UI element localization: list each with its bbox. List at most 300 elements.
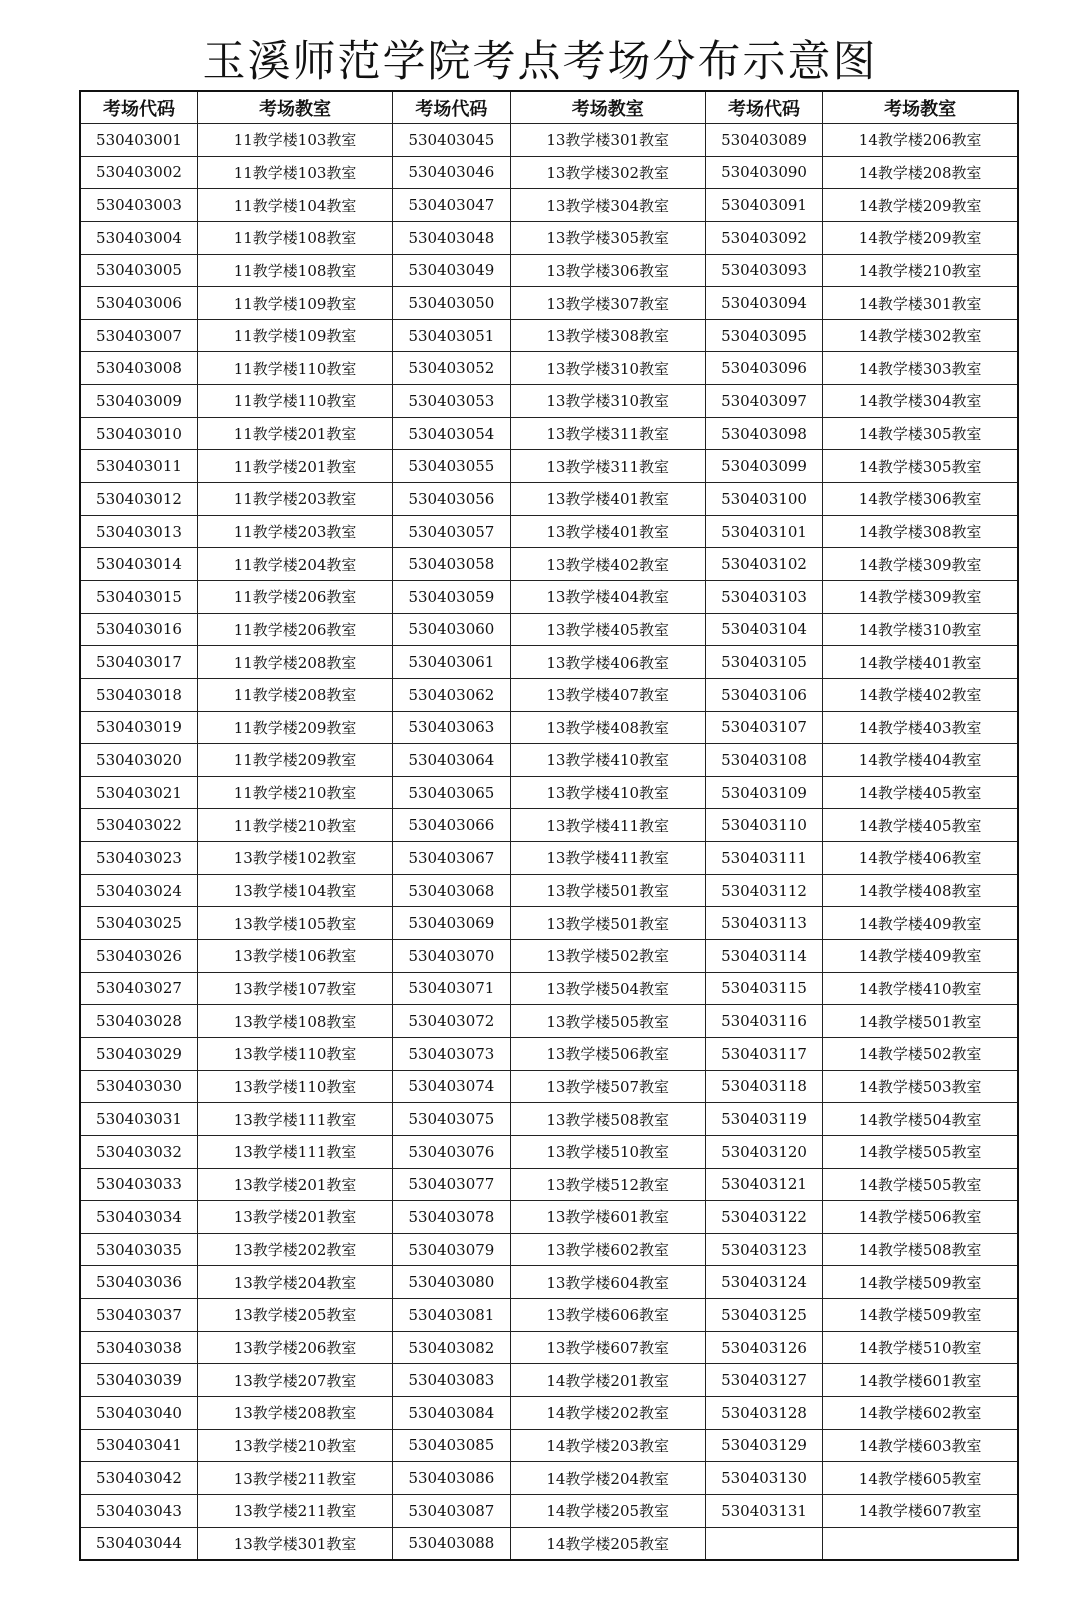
exam-code-cell: 530403017 <box>80 646 198 679</box>
exam-room-cell: 14教学楼202教室 <box>510 1396 705 1429</box>
exam-room-cell: 13教学楼506教室 <box>510 1037 705 1070</box>
table-row <box>80 1527 1018 1560</box>
exam-room-cell: 14教学楼309教室 <box>823 580 1018 613</box>
exam-room-cell: 14教学楼504教室 <box>823 1103 1018 1136</box>
exam-code-cell: 530403061 <box>393 646 511 679</box>
exam-code-cell: 530403090 <box>705 156 823 189</box>
exam-room-cell: 13教学楼108教室 <box>198 1005 393 1038</box>
exam-room-cell: 13教学楼206教室 <box>198 1331 393 1364</box>
exam-code-cell: 530403051 <box>393 319 511 352</box>
exam-code-cell: 530403131 <box>705 1494 823 1527</box>
exam-code-cell: 530403066 <box>393 809 511 842</box>
table-row <box>80 1135 1018 1168</box>
table-row <box>80 254 1018 287</box>
exam-room-cell: 11教学楼203教室 <box>198 483 393 516</box>
exam-code-cell: 530403100 <box>705 483 823 516</box>
exam-room-cell: 13教学楼301教室 <box>510 124 705 157</box>
exam-code-cell: 530403024 <box>80 874 198 907</box>
exam-room-cell: 13教学楼104教室 <box>198 874 393 907</box>
exam-code-cell: 530403010 <box>80 417 198 450</box>
table-row <box>80 1299 1018 1332</box>
exam-code-cell: 530403050 <box>393 287 511 320</box>
exam-code-cell: 530403001 <box>80 124 198 157</box>
exam-code-cell: 530403120 <box>705 1135 823 1168</box>
exam-room-cell: 13教学楼507教室 <box>510 1070 705 1103</box>
table-row <box>80 1037 1018 1070</box>
table-row <box>80 1364 1018 1397</box>
exam-code-cell: 530403105 <box>705 646 823 679</box>
exam-room-cell: 13教学楼401教室 <box>510 515 705 548</box>
exam-code-cell: 530403107 <box>705 711 823 744</box>
exam-room-cell: 13教学楼404教室 <box>510 580 705 613</box>
exam-code-cell: 530403021 <box>80 776 198 809</box>
exam-room-cell: 14教学楼306教室 <box>823 483 1018 516</box>
table-row <box>80 319 1018 352</box>
header-exam-code-2: 考场代码 <box>393 91 511 124</box>
exam-room-cell: 14教学楼506教室 <box>823 1201 1018 1234</box>
exam-code-cell: 530403039 <box>80 1364 198 1397</box>
exam-code-cell: 530403006 <box>80 287 198 320</box>
exam-room-cell: 14教学楼208教室 <box>823 156 1018 189</box>
exam-room-cell: 14教学楼302教室 <box>823 319 1018 352</box>
exam-room-cell: 14教学楼405教室 <box>823 776 1018 809</box>
exam-room-cell: 11教学楼204教室 <box>198 548 393 581</box>
exam-code-cell: 530403085 <box>393 1429 511 1462</box>
exam-code-cell: 530403052 <box>393 352 511 385</box>
exam-code-cell: 530403092 <box>705 221 823 254</box>
exam-code-cell: 530403082 <box>393 1331 511 1364</box>
exam-room-cell: 13教学楼202教室 <box>198 1233 393 1266</box>
exam-room-cell: 14教学楼402教室 <box>823 678 1018 711</box>
exam-code-cell: 530403038 <box>80 1331 198 1364</box>
exam-code-cell: 530403079 <box>393 1233 511 1266</box>
exam-room-cell: 13教学楼411教室 <box>510 842 705 875</box>
table-row <box>80 189 1018 222</box>
exam-code-cell: 530403047 <box>393 189 511 222</box>
exam-room-cell: 14教学楼505教室 <box>823 1168 1018 1201</box>
exam-room-cell: 13教学楼302教室 <box>510 156 705 189</box>
exam-code-cell: 530403015 <box>80 580 198 613</box>
exam-code-cell: 530403011 <box>80 450 198 483</box>
exam-code-cell: 530403036 <box>80 1266 198 1299</box>
exam-room-cell: 14教学楼204教室 <box>510 1462 705 1495</box>
table-row <box>80 1331 1018 1364</box>
exam-room-cell: 11教学楼110教室 <box>198 352 393 385</box>
exam-room-cell: 13教学楼210教室 <box>198 1429 393 1462</box>
exam-room-cell: 13教学楼105教室 <box>198 907 393 940</box>
exam-room-cell: 13教学楼311教室 <box>510 417 705 450</box>
exam-code-cell: 530403004 <box>80 221 198 254</box>
exam-code-cell: 530403048 <box>393 221 511 254</box>
exam-room-cell: 11教学楼201教室 <box>198 417 393 450</box>
table-row <box>80 1070 1018 1103</box>
exam-room-cell: 13教学楼102教室 <box>198 842 393 875</box>
exam-room-cell: 11教学楼208教室 <box>198 646 393 679</box>
table-row <box>80 1168 1018 1201</box>
exam-room-cell: 13教学楼604教室 <box>510 1266 705 1299</box>
table-row <box>80 613 1018 646</box>
table-row <box>80 1233 1018 1266</box>
exam-code-cell: 530403054 <box>393 417 511 450</box>
table-body <box>80 124 1018 1561</box>
exam-code-cell: 530403102 <box>705 548 823 581</box>
exam-code-cell: 530403111 <box>705 842 823 875</box>
exam-code-cell: 530403121 <box>705 1168 823 1201</box>
exam-code-cell: 530403053 <box>393 385 511 418</box>
exam-room-cell: 14教学楼201教室 <box>510 1364 705 1397</box>
exam-room-cell: 13教学楼211教室 <box>198 1462 393 1495</box>
table-row <box>80 646 1018 679</box>
table-row <box>80 1494 1018 1527</box>
exam-room-cell: 13教学楼407教室 <box>510 678 705 711</box>
table-row <box>80 678 1018 711</box>
exam-code-cell: 530403089 <box>705 124 823 157</box>
table-row <box>80 1429 1018 1462</box>
exam-room-cell: 14教学楼209教室 <box>823 189 1018 222</box>
exam-code-cell: 530403075 <box>393 1103 511 1136</box>
table-row <box>80 221 1018 254</box>
exam-room-cell: 13教学楼110教室 <box>198 1070 393 1103</box>
exam-room-cell: 14教学楼601教室 <box>823 1364 1018 1397</box>
exam-room-cell: 14教学楼607教室 <box>823 1494 1018 1527</box>
exam-room-cell: 14教学楼308教室 <box>823 515 1018 548</box>
exam-code-cell: 530403125 <box>705 1299 823 1332</box>
exam-room-cell: 13教学楼512教室 <box>510 1168 705 1201</box>
exam-room-cell: 14教学楼401教室 <box>823 646 1018 679</box>
exam-code-cell: 530403068 <box>393 874 511 907</box>
exam-code-cell: 530403081 <box>393 1299 511 1332</box>
exam-room-cell: 14教学楼203教室 <box>510 1429 705 1462</box>
exam-room-cell: 13教学楼201教室 <box>198 1168 393 1201</box>
exam-code-cell: 530403130 <box>705 1462 823 1495</box>
table-row <box>80 385 1018 418</box>
exam-room-cell: 11教学楼206教室 <box>198 580 393 613</box>
exam-code-cell: 530403027 <box>80 972 198 1005</box>
exam-room-cell: 14教学楼509教室 <box>823 1299 1018 1332</box>
exam-room-cell: 11教学楼201教室 <box>198 450 393 483</box>
exam-room-cell: 13教学楼208教室 <box>198 1396 393 1429</box>
exam-room-cell: 14教学楼405教室 <box>823 809 1018 842</box>
exam-code-cell: 530403016 <box>80 613 198 646</box>
exam-code-cell: 530403128 <box>705 1396 823 1429</box>
exam-room-cell: 14教学楼409教室 <box>823 907 1018 940</box>
exam-code-cell: 530403076 <box>393 1135 511 1168</box>
exam-code-cell: 530403080 <box>393 1266 511 1299</box>
table-row <box>80 972 1018 1005</box>
exam-code-cell: 530403091 <box>705 189 823 222</box>
exam-code-cell: 530403042 <box>80 1462 198 1495</box>
table-row <box>80 352 1018 385</box>
exam-code-cell: 530403065 <box>393 776 511 809</box>
exam-code-cell: 530403046 <box>393 156 511 189</box>
exam-code-cell: 530403084 <box>393 1396 511 1429</box>
exam-room-cell: 14教学楼410教室 <box>823 972 1018 1005</box>
table-row <box>80 515 1018 548</box>
exam-code-cell: 530403040 <box>80 1396 198 1429</box>
table-row <box>80 1462 1018 1495</box>
exam-room-cell: 13教学楼602教室 <box>510 1233 705 1266</box>
exam-code-cell: 530403118 <box>705 1070 823 1103</box>
exam-room-cell: 13教学楼601教室 <box>510 1201 705 1234</box>
header-exam-room-1: 考场教室 <box>198 91 393 124</box>
exam-room-cell: 13教学楼402教室 <box>510 548 705 581</box>
exam-code-cell: 530403074 <box>393 1070 511 1103</box>
exam-room-cell: 13教学楼306教室 <box>510 254 705 287</box>
table-row <box>80 417 1018 450</box>
exam-code-cell: 530403063 <box>393 711 511 744</box>
exam-room-cell: 14教学楼309教室 <box>823 548 1018 581</box>
exam-room-cell: 13教学楼508教室 <box>510 1103 705 1136</box>
exam-room-cell: 13教学楼408教室 <box>510 711 705 744</box>
exam-room-cell: 14教学楼205教室 <box>510 1527 705 1560</box>
table-row <box>80 156 1018 189</box>
exam-room-cell: 14教学楼403教室 <box>823 711 1018 744</box>
exam-code-cell: 530403083 <box>393 1364 511 1397</box>
exam-room-cell: 14教学楼503教室 <box>823 1070 1018 1103</box>
table-row <box>80 907 1018 940</box>
exam-room-cell: 14教学楼310教室 <box>823 613 1018 646</box>
exam-room-cell: 14教学楼305教室 <box>823 417 1018 450</box>
table-row <box>80 940 1018 973</box>
table-row <box>80 580 1018 613</box>
table-row <box>80 1266 1018 1299</box>
exam-room-cell: 11教学楼208教室 <box>198 678 393 711</box>
exam-code-cell: 530403043 <box>80 1494 198 1527</box>
exam-room-cell: 13教学楼304教室 <box>510 189 705 222</box>
exam-code-cell: 530403078 <box>393 1201 511 1234</box>
exam-code-cell: 530403019 <box>80 711 198 744</box>
exam-code-cell: 530403031 <box>80 1103 198 1136</box>
exam-code-cell: 530403112 <box>705 874 823 907</box>
exam-room-table <box>79 90 1019 1561</box>
exam-code-cell: 530403070 <box>393 940 511 973</box>
exam-code-cell: 530403114 <box>705 940 823 973</box>
exam-room-cell: 13教学楼106教室 <box>198 940 393 973</box>
exam-room-cell: 13教学楼406教室 <box>510 646 705 679</box>
exam-code-cell: 530403007 <box>80 319 198 352</box>
page-title: 玉溪师范学院考点考场分布示意图 <box>202 37 878 87</box>
exam-room-cell: 11教学楼104教室 <box>198 189 393 222</box>
exam-room-cell: 14教学楼509教室 <box>823 1266 1018 1299</box>
exam-room-cell: 13教学楼410教室 <box>510 744 705 777</box>
exam-code-cell: 530403096 <box>705 352 823 385</box>
exam-code-cell: 530403045 <box>393 124 511 157</box>
exam-code-cell: 530403058 <box>393 548 511 581</box>
exam-room-cell: 13教学楼107教室 <box>198 972 393 1005</box>
exam-code-cell: 530403022 <box>80 809 198 842</box>
exam-room-cell: 13教学楼201教室 <box>198 1201 393 1234</box>
exam-code-cell: 530403029 <box>80 1037 198 1070</box>
exam-code-cell: 530403110 <box>705 809 823 842</box>
exam-code-cell: 530403026 <box>80 940 198 973</box>
exam-code-cell: 530403073 <box>393 1037 511 1070</box>
exam-room-cell: 13教学楼405教室 <box>510 613 705 646</box>
exam-code-cell: 530403124 <box>705 1266 823 1299</box>
exam-code-cell: 530403069 <box>393 907 511 940</box>
exam-code-cell: 530403098 <box>705 417 823 450</box>
exam-room-cell: 14教学楼510教室 <box>823 1331 1018 1364</box>
header-exam-code-3: 考场代码 <box>705 91 823 124</box>
table-row <box>80 809 1018 842</box>
exam-code-cell: 530403108 <box>705 744 823 777</box>
exam-code-cell: 530403037 <box>80 1299 198 1332</box>
exam-code-cell: 530403009 <box>80 385 198 418</box>
exam-code-cell: 530403020 <box>80 744 198 777</box>
exam-room-cell: 13教学楼510教室 <box>510 1135 705 1168</box>
exam-room-cell: 13教学楼311教室 <box>510 450 705 483</box>
exam-room-cell: 13教学楼310教室 <box>510 352 705 385</box>
exam-room-cell: 11教学楼209教室 <box>198 711 393 744</box>
table-row <box>80 483 1018 516</box>
exam-room-cell: 13教学楼310教室 <box>510 385 705 418</box>
table-header-row <box>80 91 1018 124</box>
exam-room-cell: 13教学楼204教室 <box>198 1266 393 1299</box>
exam-code-cell: 530403060 <box>393 613 511 646</box>
exam-room-cell: 13教学楼305教室 <box>510 221 705 254</box>
exam-code-cell: 530403018 <box>80 678 198 711</box>
exam-room-cell: 11教学楼210教室 <box>198 809 393 842</box>
exam-room-cell: 14教学楼404教室 <box>823 744 1018 777</box>
exam-room-cell: 14教学楼409教室 <box>823 940 1018 973</box>
exam-code-cell: 530403094 <box>705 287 823 320</box>
exam-room-cell: 14教学楼303教室 <box>823 352 1018 385</box>
exam-code-cell: 530403003 <box>80 189 198 222</box>
exam-code-cell: 530403126 <box>705 1331 823 1364</box>
exam-code-cell: 530403028 <box>80 1005 198 1038</box>
exam-code-cell: 530403119 <box>705 1103 823 1136</box>
exam-room-cell: 11教学楼110教室 <box>198 385 393 418</box>
exam-code-cell: 530403101 <box>705 515 823 548</box>
exam-room-cell: 13教学楼205教室 <box>198 1299 393 1332</box>
exam-room-cell: 13教学楼307教室 <box>510 287 705 320</box>
exam-room-cell: 13教学楼111教室 <box>198 1103 393 1136</box>
exam-room-cell: 13教学楼308教室 <box>510 319 705 352</box>
exam-room-cell: 13教学楼207教室 <box>198 1364 393 1397</box>
exam-room-cell: 13教学楼502教室 <box>510 940 705 973</box>
exam-code-cell: 530403095 <box>705 319 823 352</box>
exam-room-cell: 14教学楼210教室 <box>823 254 1018 287</box>
exam-room-cell: 14教学楼505教室 <box>823 1135 1018 1168</box>
exam-room-cell: 14教学楼408教室 <box>823 874 1018 907</box>
exam-code-cell: 530403062 <box>393 678 511 711</box>
exam-code-cell: 530403097 <box>705 385 823 418</box>
exam-room-cell: 11教学楼103教室 <box>198 124 393 157</box>
exam-room-cell: 13教学楼211教室 <box>198 1494 393 1527</box>
exam-code-cell: 530403034 <box>80 1201 198 1234</box>
exam-code-cell: 530403103 <box>705 580 823 613</box>
exam-code-cell: 530403099 <box>705 450 823 483</box>
exam-room-cell: 13教学楼111教室 <box>198 1135 393 1168</box>
exam-code-cell: 530403071 <box>393 972 511 1005</box>
exam-room-cell: 14教学楼406教室 <box>823 842 1018 875</box>
table-row <box>80 1201 1018 1234</box>
exam-room-cell: 11教学楼108教室 <box>198 254 393 287</box>
exam-code-cell: 530403041 <box>80 1429 198 1462</box>
table-row <box>80 1396 1018 1429</box>
table-row <box>80 450 1018 483</box>
table-row <box>80 842 1018 875</box>
exam-room-cell: 13教学楼501教室 <box>510 874 705 907</box>
exam-room-cell: 14教学楼305教室 <box>823 450 1018 483</box>
exam-room-cell: 11教学楼108教室 <box>198 221 393 254</box>
exam-room-cell: 13教学楼401教室 <box>510 483 705 516</box>
exam-code-cell: 530403044 <box>80 1527 198 1560</box>
exam-room-cell: 13教学楼606教室 <box>510 1299 705 1332</box>
exam-room-cell: 11教学楼109教室 <box>198 287 393 320</box>
exam-code-cell: 530403106 <box>705 678 823 711</box>
exam-code-cell: 530403013 <box>80 515 198 548</box>
exam-room-cell: 14教学楼605教室 <box>823 1462 1018 1495</box>
exam-code-cell: 530403023 <box>80 842 198 875</box>
exam-code-cell: 530403059 <box>393 580 511 613</box>
table-row <box>80 287 1018 320</box>
exam-code-cell: 530403086 <box>393 1462 511 1495</box>
exam-code-cell: 530403115 <box>705 972 823 1005</box>
exam-code-cell: 530403067 <box>393 842 511 875</box>
table-row <box>80 1005 1018 1038</box>
exam-code-cell: 530403087 <box>393 1494 511 1527</box>
exam-code-cell: 530403032 <box>80 1135 198 1168</box>
table-row <box>80 1103 1018 1136</box>
exam-room-cell: 14教学楼502教室 <box>823 1037 1018 1070</box>
table-row <box>80 548 1018 581</box>
exam-room-cell: 11教学楼203教室 <box>198 515 393 548</box>
exam-code-cell: 530403113 <box>705 907 823 940</box>
exam-room-cell: 14教学楼206教室 <box>823 124 1018 157</box>
exam-code-cell: 530403030 <box>80 1070 198 1103</box>
exam-code-cell: 530403064 <box>393 744 511 777</box>
exam-code-cell: 530403088 <box>393 1527 511 1560</box>
header-exam-code-1: 考场代码 <box>80 91 198 124</box>
exam-room-cell: 13教学楼110教室 <box>198 1037 393 1070</box>
exam-room-cell: 11教学楼109教室 <box>198 319 393 352</box>
table-row <box>80 744 1018 777</box>
table-row <box>80 124 1018 157</box>
exam-room-cell: 11教学楼209教室 <box>198 744 393 777</box>
exam-code-cell: 530403049 <box>393 254 511 287</box>
exam-room-cell <box>823 1527 1018 1560</box>
table-row <box>80 874 1018 907</box>
exam-room-cell: 13教学楼504教室 <box>510 972 705 1005</box>
exam-code-cell: 530403093 <box>705 254 823 287</box>
exam-code-cell: 530403055 <box>393 450 511 483</box>
exam-code-cell: 530403129 <box>705 1429 823 1462</box>
exam-room-cell: 13教学楼411教室 <box>510 809 705 842</box>
exam-room-cell: 13教学楼607教室 <box>510 1331 705 1364</box>
exam-code-cell: 530403035 <box>80 1233 198 1266</box>
exam-room-cell: 13教学楼410教室 <box>510 776 705 809</box>
exam-code-cell: 530403104 <box>705 613 823 646</box>
header-exam-room-3: 考场教室 <box>823 91 1018 124</box>
exam-code-cell <box>705 1527 823 1560</box>
exam-code-cell: 530403002 <box>80 156 198 189</box>
exam-room-cell: 14教学楼209教室 <box>823 221 1018 254</box>
exam-code-cell: 530403127 <box>705 1364 823 1397</box>
exam-code-cell: 530403116 <box>705 1005 823 1038</box>
exam-code-cell: 530403012 <box>80 483 198 516</box>
exam-room-cell: 11教学楼103教室 <box>198 156 393 189</box>
exam-room-cell: 13教学楼505教室 <box>510 1005 705 1038</box>
table-row <box>80 776 1018 809</box>
exam-code-cell: 530403056 <box>393 483 511 516</box>
exam-room-cell: 13教学楼501教室 <box>510 907 705 940</box>
exam-room-cell: 11教学楼210教室 <box>198 776 393 809</box>
exam-code-cell: 530403057 <box>393 515 511 548</box>
exam-code-cell: 530403109 <box>705 776 823 809</box>
exam-room-cell: 13教学楼301教室 <box>198 1527 393 1560</box>
exam-code-cell: 530403025 <box>80 907 198 940</box>
exam-code-cell: 530403033 <box>80 1168 198 1201</box>
